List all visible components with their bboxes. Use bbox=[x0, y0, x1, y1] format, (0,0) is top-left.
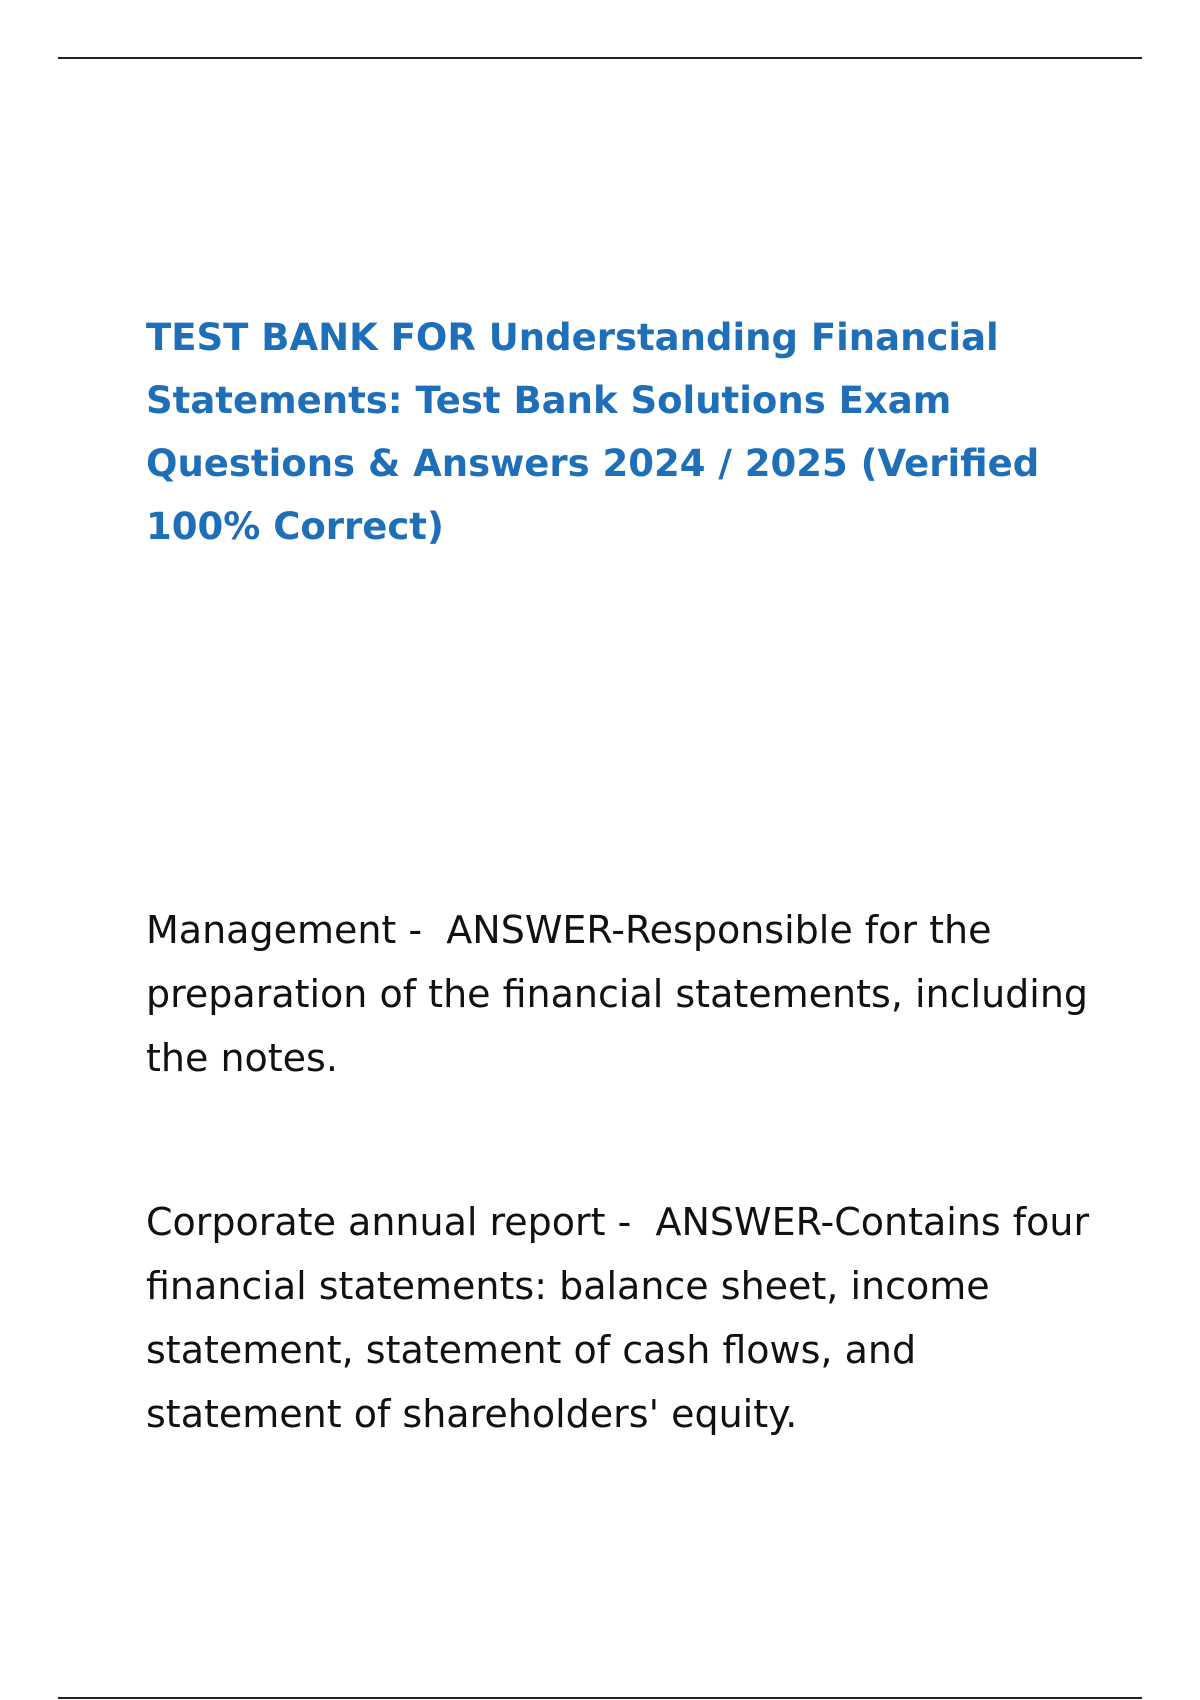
header-rule bbox=[58, 57, 1142, 59]
footer-rule bbox=[58, 1697, 1142, 1699]
qa-term: Corporate annual report bbox=[146, 1200, 606, 1244]
qa-list bbox=[146, 898, 1106, 1546]
qa-separator: - bbox=[605, 1200, 656, 1244]
qa-item-corporate-annual-report bbox=[146, 1190, 1106, 1446]
qa-item-management bbox=[146, 898, 1106, 1090]
document-title: TEST BANK FOR Understanding Financial Statements: Test Bank Solutions Exam Questions & Answers 2024 / 2025 (Verified 100% Correct) bbox=[146, 316, 1040, 548]
qa-answer: ANSWER-Contains four financial statements: balance sheet, income statement, statement of cash flows, and statement of shareholders' equity. bbox=[146, 1200, 1090, 1436]
qa-answer: ANSWER-Responsible for the preparation of the financial statements, including the notes. bbox=[146, 908, 1089, 1080]
qa-term: Management bbox=[146, 908, 397, 952]
qa-separator: - bbox=[396, 908, 447, 952]
